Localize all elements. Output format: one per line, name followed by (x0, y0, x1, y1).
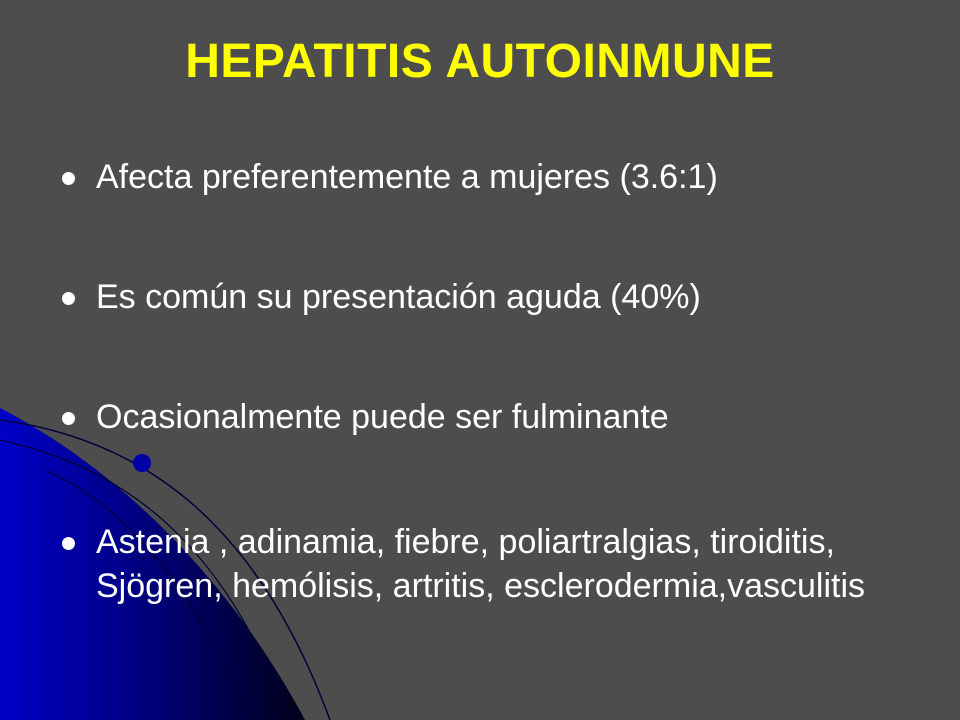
bullet-item (62, 395, 922, 439)
bullet-text: Ocasionalmente puede ser fulminante (96, 398, 669, 436)
bullet-item (62, 155, 922, 199)
bullet-dot-icon (62, 292, 75, 305)
bullet-text: Afecta preferentemente a mujeres (3.6:1) (96, 158, 718, 196)
bullet-item (62, 520, 882, 608)
bullet-text: Es común su presentación aguda (40%) (96, 278, 701, 316)
slide-title: HEPATITIS AUTOINMUNE (185, 35, 775, 88)
bullet-dot-icon (62, 172, 75, 185)
bullet-dot-icon (62, 412, 75, 425)
bullet-text: Astenia , adinamia, fiebre, poliartralgias, tiroiditis, Sjögren, hemólisis, artritis, esclerodermia,vasculitis (96, 523, 866, 605)
bullet-dot-icon (62, 537, 75, 550)
bullet-item (62, 275, 922, 319)
